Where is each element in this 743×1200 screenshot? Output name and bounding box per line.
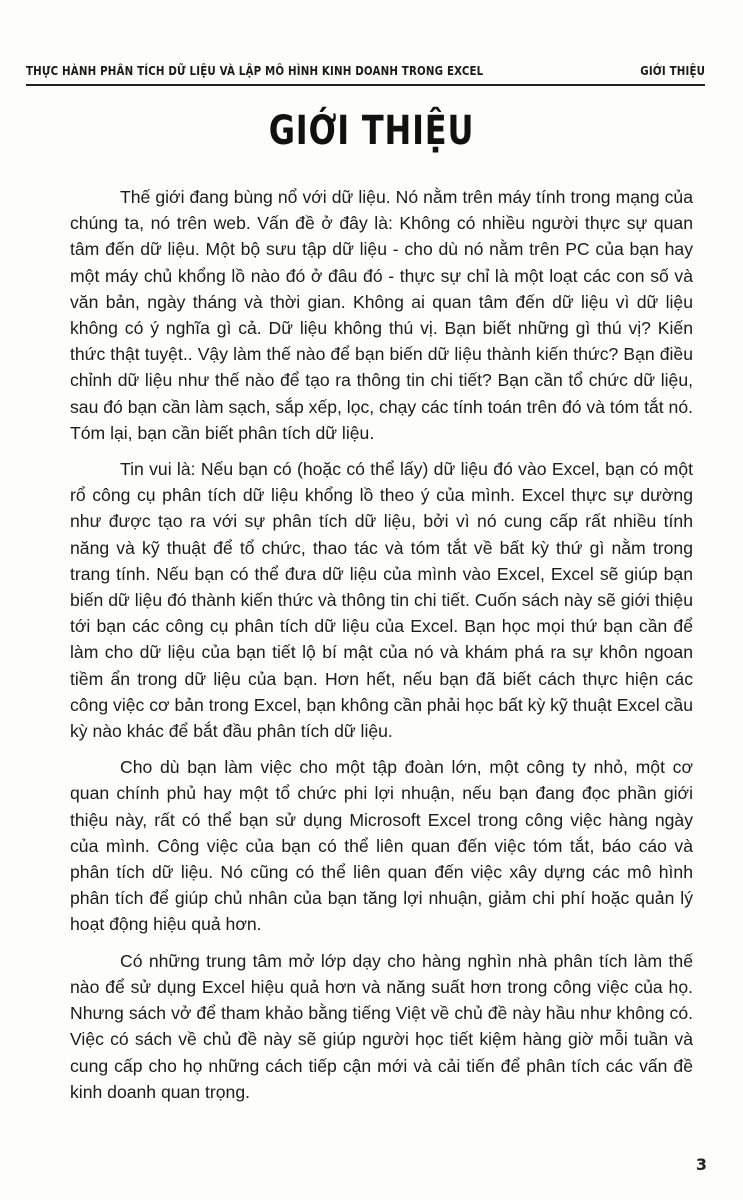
chapter-title-text: GIỚI THIỆU (268, 108, 475, 154)
running-header-book-title: THỰC HÀNH PHÂN TÍCH DỮ LIỆU VÀ LẬP MÔ HÌNH KINH DOANH TRONG EXCEL (26, 63, 484, 78)
body-text (70, 184, 693, 1115)
paragraph-3: Cho dù bạn làm việc cho một tập đoàn lớn, một công ty nhỏ, một cơ quan chính phủ hay một tổ chức phi lợi nhuận, nếu bạn đang đọc phần giới thiệu này, rất có thể bạn sử dụng Microsoft Excel trong công việc hàng ngày của mình. Công việc của bạn có thể liên quan đến việc tóm tắt, báo cáo và phân tích dữ liệu. Nó cũng có thể liên quan đến việc xây dựng các mô hình phân tích để giúp chủ nhân của bạn tăng lợi nhuận, giảm chi phí hoặc quản lý hoạt động hiệu quả hơn. (70, 757, 693, 935)
page-number: 3 (695, 1155, 707, 1174)
running-header-section: GIỚI THIỆU (640, 63, 705, 78)
paragraph-1: Thế giới đang bùng nổ với dữ liệu. Nó nằm trên máy tính trong mạng của chúng ta, nó trên web. Vấn đề ở đây là: Không có nhiều người thực sự quan tâm đến dữ liệu. Một bộ sưu tập dữ liệu - cho dù nó nằm trên PC của bạn hay một máy chủ khổng lồ nào đó ở đâu đó - thực sự chỉ là một loạt các con số và văn bản, ngày tháng và thời gian. Không ai quan tâm đến dữ liệu vì dữ liệu không có ý nghĩa gì cả. Dữ liệu không thú vị. Bạn biết những gì thú vị? Kiến thức thật tuyệt.. Vậy làm thế nào để bạn biến dữ liệu thành kiến thức? Bạn điều chỉnh dữ liệu như thế nào để tạo ra thông tin chi tiết? Bạn cần tổ chức dữ liệu, sau đó bạn cần làm sạch, sắp xếp, lọc, chạy các tính toán trên đó và tóm tắt nó. Tóm lại, bạn cần biết phân tích dữ liệu. (70, 187, 693, 443)
chapter-title (0, 108, 743, 154)
running-header (26, 58, 705, 86)
paragraph-2: Tin vui là: Nếu bạn có (hoặc có thể lấy) dữ liệu đó vào Excel, bạn có một rổ công cụ phân tích dữ liệu khổng lồ theo ý của mình. Excel thực sự dường như được tạo ra với sự phân tích dữ liệu, bởi vì nó cung cấp rất nhiều tính năng và kỹ thuật để tổ chức, thao tác và tóm tắt về bất kỳ thứ gì nằm trong trang tính. Nếu bạn có thể đưa dữ liệu của mình vào Excel, Excel sẽ giúp bạn biến dữ liệu đó thành kiến thức và thông tin chi tiết. Cuốn sách này sẽ giới thiệu tới bạn các công cụ phân tích dữ liệu của Excel. Bạn học mọi thứ bạn cần để làm cho dữ liệu của bạn tiết lộ bí mật của nó và khám phá ra sự khôn ngoan tiềm ẩn trong dữ liệu của bạn. Hơn hết, nếu bạn đã biết cách thực hiện các công việc cơ bản trong Excel, bạn không cần phải học bất kỳ kỹ thuật Excel cầu kỳ nào khác để bắt đầu phân tích dữ liệu. (70, 459, 693, 742)
paragraph-4: Có những trung tâm mở lớp dạy cho hàng nghìn nhà phân tích làm thế nào để sử dụng Excel hiệu quả hơn và năng suất hơn trong công việc của họ. Nhưng sách vở để tham khảo bằng tiếng Việt về chủ đề này hầu như không có. Việc có sách về chủ đề này sẽ giúp người học tiết kiệm hàng giờ mỗi tuần và cung cấp cho họ những cách tiếp cận mới và cải tiến để phân tích các vấn đề kinh doanh quan trọng. (70, 950, 693, 1102)
